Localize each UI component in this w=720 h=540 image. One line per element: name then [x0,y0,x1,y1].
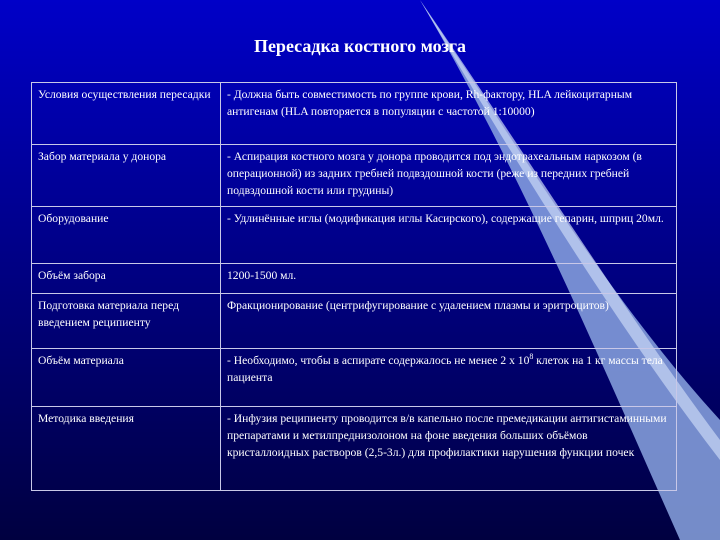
row-label: Методика введения [32,407,221,491]
row-label: Забор материала у донора [32,145,221,207]
value-text: клеток на 1 кг массы тела пациента [227,354,663,384]
value-text: - Необходимо, чтобы в аспирате содержалось не менее 2 х 10 [227,354,530,367]
table-row [32,83,677,145]
row-label: Условия осуществления пересадки [32,83,221,145]
slide-title: Пересадка костного мозга [253,36,467,56]
row-value: 1200-1500 мл. [221,264,677,294]
table-row [32,407,677,491]
row-label: Объём забора [32,264,221,294]
table-row [32,294,677,349]
row-value [221,349,677,407]
row-value: - Должна быть совместимость по группе крови, Rh-фактору, HLA лейкоцитарным антигенам (HLA повторяется в популяции с частотой 1:10000) [221,83,677,145]
table-row [32,145,677,207]
row-label: Объём материала [32,349,221,407]
row-label: Оборудование [32,207,221,264]
row-value: - Аспирация костного мозга у донора проводится под эндотрахеальным наркозом (в операционной) из задних гребней подвздошной кости (реже из передних гребней подвздошной кости или грудины) [221,145,677,207]
row-label: Подготовка материала перед введением реципиенту [32,294,221,349]
bone-marrow-transplant-table [31,82,677,491]
row-value: Фракционирование (центрифугирование с удалением плазмы и эритроцитов) [221,294,677,349]
exponent: 8 [529,352,534,362]
row-value: - Инфузия реципиенту проводится в/в капельно после премедикации антигистаминными препаратами и метилпреднизолоном на фоне введения больших объёмов кристаллоидных растворов (2,5-3л.) для профилактики нарушения функции почек [221,407,677,491]
table-row [32,207,677,264]
table-row [32,349,677,407]
row-value: - Удлинённые иглы (модификация иглы Касирского), содержащие гепарин, шприц 20мл. [221,207,677,264]
table-row [32,264,677,294]
